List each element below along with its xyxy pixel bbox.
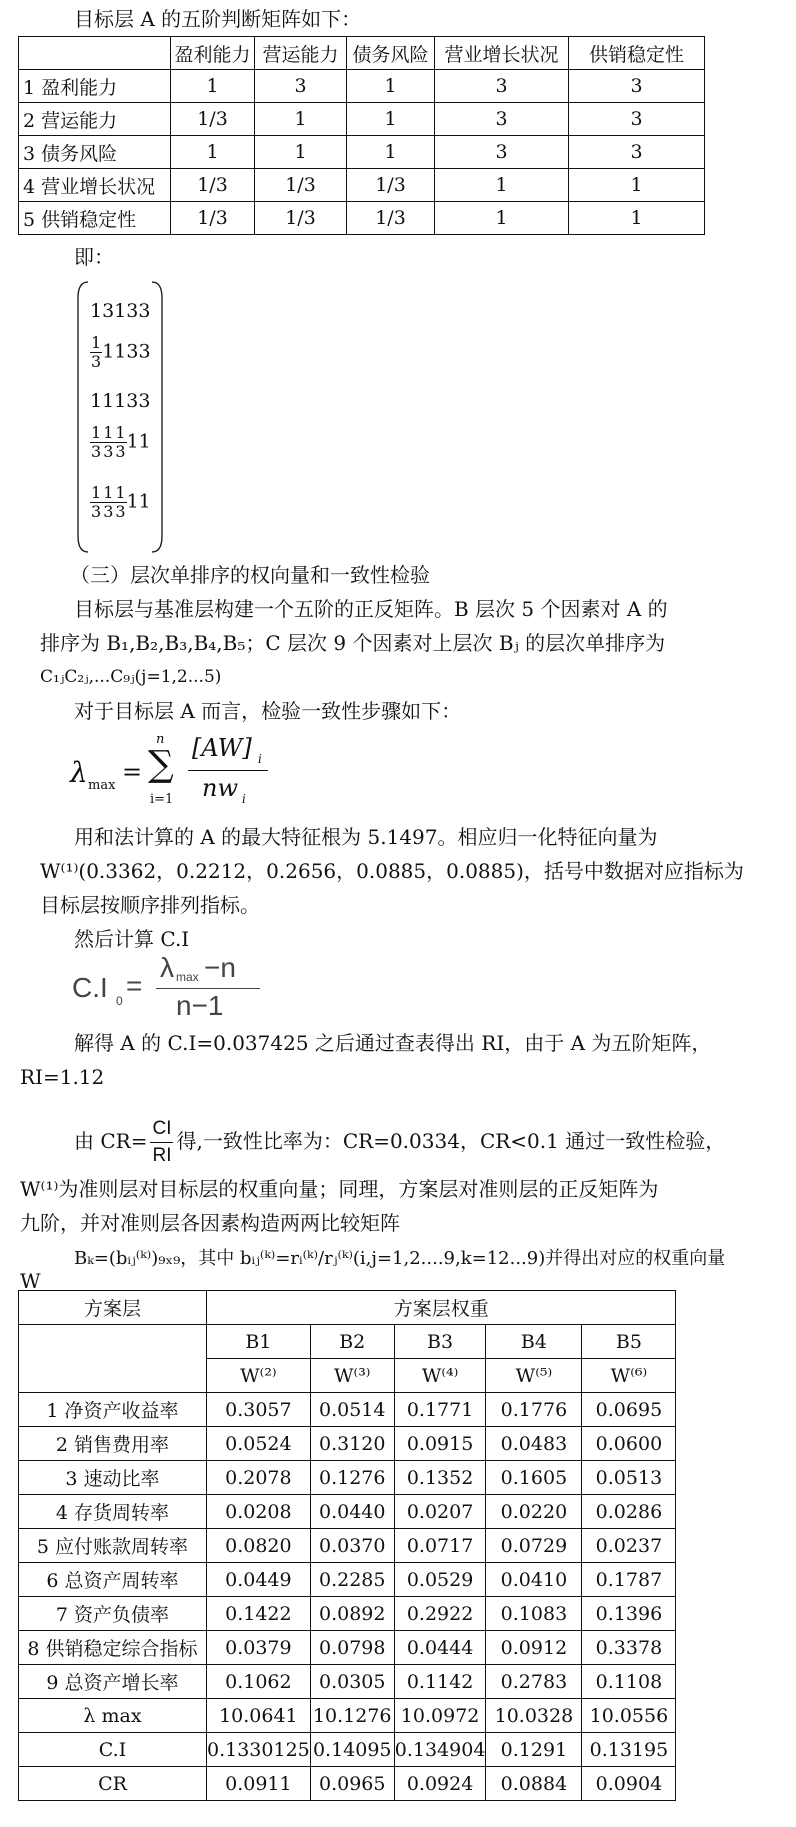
table-row — [19, 1563, 676, 1597]
matrix-row-1: 13133 — [90, 300, 151, 322]
lambda-max-formula: λ max = n ∑ i=1 [AW] i nw i — [70, 730, 300, 814]
table-cell: 0.0514 — [310, 1393, 394, 1427]
table-cell: 0.0444 — [394, 1631, 486, 1665]
table-cell: 0.0729 — [486, 1529, 582, 1563]
table-cell: 1/3 — [171, 169, 255, 202]
header-cell: 营业增长状况 — [435, 37, 569, 70]
para-6b: 九阶，并对准则层各因素构造两两比较矩阵 — [20, 1211, 400, 1235]
table-cell: 0.0513 — [582, 1461, 676, 1495]
section-title: （三）层次单排序的权向量和一致性检验 — [70, 563, 430, 587]
table-cell: 4 存货周转率 — [19, 1495, 207, 1529]
table-cell: 1 — [255, 103, 347, 136]
header-cell: B2 — [310, 1325, 394, 1359]
table-cell: 2 营运能力 — [19, 103, 171, 136]
table-cell: 0.0237 — [582, 1529, 676, 1563]
table-cell: 1 — [435, 202, 569, 235]
table-row — [19, 1495, 676, 1529]
header-cell — [19, 37, 171, 70]
table-cell: 0.1776 — [486, 1393, 582, 1427]
table-cell: 0.1083 — [486, 1597, 582, 1631]
para-5b: RI=1.12 — [20, 1065, 105, 1089]
table-cell: 5 供销稳定性 — [19, 202, 171, 235]
table-cell: 1 — [347, 103, 435, 136]
para-1c: C₁ⱼC₂ⱼ,...C₉ⱼ(j=1,2...5) — [40, 667, 222, 687]
table-cell: 1 — [347, 70, 435, 103]
para-4: 然后计算 C.I — [74, 927, 190, 951]
table-row — [19, 202, 705, 235]
header-cell: W⁽⁶⁾ — [582, 1359, 676, 1393]
table-cell: 0.0600 — [582, 1427, 676, 1461]
header-cell: B3 — [394, 1325, 486, 1359]
table-row — [19, 1461, 676, 1495]
header-cell: B5 — [582, 1325, 676, 1359]
table-cell: 10.1276 — [310, 1699, 394, 1733]
cr-line: 由 CR= $\frac{CI}{RI}$ 得,一致性比率为：CR=0.0334，CR<0.1 通过一致性检验， — [74, 1118, 726, 1166]
table-cell: 0.0208 — [207, 1495, 311, 1529]
weights-table — [18, 1290, 676, 1801]
table-cell: 0.0911 — [207, 1767, 311, 1801]
header-cell — [19, 1325, 207, 1393]
table-cell: 1 盈利能力 — [19, 70, 171, 103]
table-row — [19, 1427, 676, 1461]
judgment-matrix-table — [18, 36, 705, 235]
table-cell: 0.0820 — [207, 1529, 311, 1563]
table-cell: 1 — [347, 136, 435, 169]
table-cell: 1/3 — [255, 202, 347, 235]
table-cell: 0.1422 — [207, 1597, 311, 1631]
table-cell: 0.0449 — [207, 1563, 311, 1597]
table-row — [19, 169, 705, 202]
matrix-row-4: $\frac{1}{3}$ $\frac{1}{3}$ $\frac{1}{3}$ 11 — [91, 423, 151, 461]
table-cell: 3 — [569, 136, 705, 169]
header-cell: W⁽⁵⁾ — [486, 1359, 582, 1393]
para-3c: 目标层按顺序排列指标。 — [40, 893, 260, 917]
header-cell: W⁽⁴⁾ — [394, 1359, 486, 1393]
table-cell: 2 销售费用率 — [19, 1427, 207, 1461]
table-cell: 0.0904 — [582, 1767, 676, 1801]
matrix-display — [76, 278, 180, 556]
para-1a: 目标层与基准层构建一个五阶的正反矩阵。B 层次 5 个因素对 A 的 — [74, 597, 668, 621]
table-row — [19, 1767, 676, 1801]
header-cell: B4 — [486, 1325, 582, 1359]
table-cell: 0.0695 — [582, 1393, 676, 1427]
table-row — [19, 70, 705, 103]
table-cell: 4 营业增长状况 — [19, 169, 171, 202]
para-1b: 排序为 B₁,B₂,B₃,B₄,B₅；C 层次 9 个因素对上层次 Bⱼ 的层次单排序为 — [40, 631, 666, 655]
table-cell: 1 — [255, 136, 347, 169]
ci-formula: C.I 0 = λ max −n n−1 — [72, 952, 272, 1024]
table-row — [19, 1393, 676, 1427]
table-cell: 0.0912 — [486, 1631, 582, 1665]
table-cell: 0.1062 — [207, 1665, 311, 1699]
table-header-row — [19, 1291, 676, 1325]
table-row — [19, 136, 705, 169]
table-cell: 0.2285 — [310, 1563, 394, 1597]
table-cell: 0.2783 — [486, 1665, 582, 1699]
table-row — [19, 1699, 676, 1733]
table-cell: 0.1276 — [310, 1461, 394, 1495]
table-cell: 10.0641 — [207, 1699, 311, 1733]
table-cell: CR — [19, 1767, 207, 1801]
table-cell: 0.1108 — [582, 1665, 676, 1699]
para-6a: W⁽¹⁾为准则层对目标层的权重向量；同理，方案层对准则层的正反矩阵为 — [20, 1177, 659, 1201]
table-cell: 0.3378 — [582, 1631, 676, 1665]
table-cell: 0.0924 — [394, 1767, 486, 1801]
matrix-row-3: 11133 — [90, 390, 151, 412]
para-5a: 解得 A 的 C.I=0.037425 之后通过查表得出 RI，由于 A 为五阶矩阵， — [74, 1031, 712, 1055]
table-cell: 0.0410 — [486, 1563, 582, 1597]
table-cell: 0.0884 — [486, 1767, 582, 1801]
table-cell: 1/3 — [347, 169, 435, 202]
table-cell: 3 — [569, 70, 705, 103]
table-cell: 0.0207 — [394, 1495, 486, 1529]
matrix-row-5: $\frac{1}{3}$ $\frac{1}{3}$ $\frac{1}{3}$ 11 — [91, 483, 151, 521]
table-cell: 0.0717 — [394, 1529, 486, 1563]
table-cell: 0.1771 — [394, 1393, 486, 1427]
table-cell: 0.1396 — [582, 1597, 676, 1631]
table-header-row — [19, 1325, 676, 1359]
table-cell: 1 — [569, 169, 705, 202]
table-header-row — [19, 37, 705, 70]
table-cell: 0.0915 — [394, 1427, 486, 1461]
table-cell: 0.0529 — [394, 1563, 486, 1597]
table-cell: 0.0440 — [310, 1495, 394, 1529]
table-cell: 1/3 — [347, 202, 435, 235]
table-cell: 1 — [171, 70, 255, 103]
table-cell: 0.3057 — [207, 1393, 311, 1427]
table-cell: 0.0892 — [310, 1597, 394, 1631]
para-3b: W⁽¹⁾(0.3362，0.2212，0.2656，0.0885，0.0885)，括号中数据对应指标为 — [40, 859, 744, 883]
table-cell: 1 净资产收益率 — [19, 1393, 207, 1427]
header-cell: W⁽²⁾ — [207, 1359, 311, 1393]
table-row — [19, 103, 705, 136]
table-cell: 0.2078 — [207, 1461, 311, 1495]
table-cell: 7 资产负债率 — [19, 1597, 207, 1631]
table-cell: 0.0379 — [207, 1631, 311, 1665]
table-cell: 0.0370 — [310, 1529, 394, 1563]
table-row — [19, 1597, 676, 1631]
table-cell: 5 应付账款周转率 — [19, 1529, 207, 1563]
para-7b: W — [20, 1269, 41, 1293]
table-cell: 1/3 — [171, 103, 255, 136]
para-7: Bₖ=(bᵢⱼ⁽ᵏ⁾)₉ₓ₉，其中 bᵢⱼ⁽ᵏ⁾=rᵢ⁽ᵏ⁾/rⱼ⁽ᵏ⁾(i,j=1,2....9,k=12...9)并得出对应的权重向量 — [74, 1248, 726, 1269]
table-row — [19, 1665, 676, 1699]
heading: 目标层 A 的五阶判断矩阵如下： — [74, 7, 362, 31]
table-cell: 3 — [435, 136, 569, 169]
table-cell: 1 — [171, 136, 255, 169]
table-cell: 0.1352 — [394, 1461, 486, 1495]
table-cell: 10.0328 — [486, 1699, 582, 1733]
table-row — [19, 1631, 676, 1665]
header-cell: 债务风险 — [347, 37, 435, 70]
header-cell: 盈利能力 — [171, 37, 255, 70]
table-cell: 0.0798 — [310, 1631, 394, 1665]
table-cell: 6 总资产周转率 — [19, 1563, 207, 1597]
table-cell: 0.134904 — [394, 1733, 486, 1767]
table-cell: 0.1291 — [486, 1733, 582, 1767]
table-cell: 0.0286 — [582, 1495, 676, 1529]
table-cell: 1 — [569, 202, 705, 235]
para-2: 对于目标层 A 而言，检验一致性步骤如下： — [74, 699, 462, 723]
table-cell: 10.0972 — [394, 1699, 486, 1733]
table-cell: 3 债务风险 — [19, 136, 171, 169]
table-cell: 1/3 — [171, 202, 255, 235]
table-cell: 0.2922 — [394, 1597, 486, 1631]
table-row — [19, 1733, 676, 1767]
table-cell: C.I — [19, 1733, 207, 1767]
table-cell: 0.0305 — [310, 1665, 394, 1699]
header-cell: 供销稳定性 — [569, 37, 705, 70]
table-cell: 0.1142 — [394, 1665, 486, 1699]
header-cell: B1 — [207, 1325, 311, 1359]
header-cell: 方案层 — [19, 1291, 207, 1325]
table-cell: 0.1787 — [582, 1563, 676, 1597]
table-cell: 0.0220 — [486, 1495, 582, 1529]
table-cell: 1 — [435, 169, 569, 202]
ji-label: 即： — [74, 245, 114, 269]
table-cell: 1/3 — [255, 169, 347, 202]
table-cell: 3 — [435, 70, 569, 103]
table-cell: 9 总资产增长率 — [19, 1665, 207, 1699]
table-cell: 3 — [255, 70, 347, 103]
table-cell: λ max — [19, 1699, 207, 1733]
table-cell: 0.0483 — [486, 1427, 582, 1461]
para-3a: 用和法计算的 A 的最大特征根为 5.1497。相应归一化特征向量为 — [74, 825, 658, 849]
table-cell: 0.3120 — [310, 1427, 394, 1461]
table-cell: 0.1605 — [486, 1461, 582, 1495]
table-cell: 3 — [569, 103, 705, 136]
table-cell: 0.0965 — [310, 1767, 394, 1801]
header-cell: 营运能力 — [255, 37, 347, 70]
table-cell: 0.13195 — [582, 1733, 676, 1767]
table-cell: 0.1330125 — [207, 1733, 311, 1767]
header-cell: W⁽³⁾ — [310, 1359, 394, 1393]
table-cell: 0.14095 — [310, 1733, 394, 1767]
header-cell: 方案层权重 — [207, 1291, 676, 1325]
table-cell: 3 速动比率 — [19, 1461, 207, 1495]
matrix-row-2: $\frac{1}{3}$ 1133 — [91, 333, 151, 371]
table-row — [19, 1529, 676, 1563]
table-cell: 10.0556 — [582, 1699, 676, 1733]
table-cell: 8 供销稳定综合指标 — [19, 1631, 207, 1665]
table-cell: 3 — [435, 103, 569, 136]
table-cell: 0.0524 — [207, 1427, 311, 1461]
